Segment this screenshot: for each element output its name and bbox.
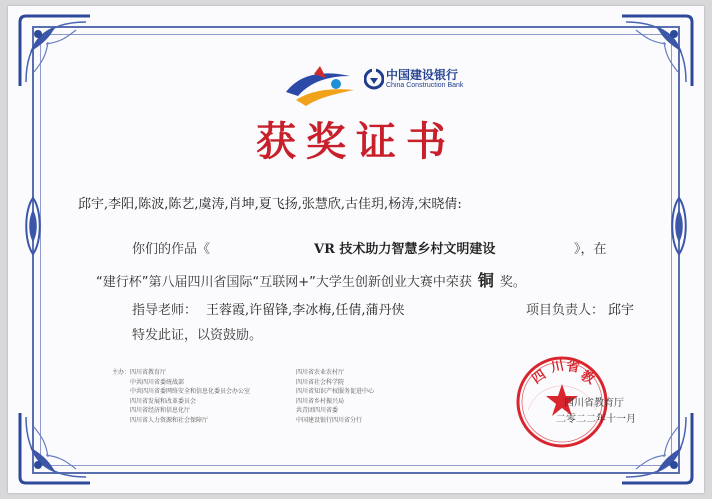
competition-logo-icon [276,62,360,110]
organizer-item: 中国建设银行四川省分行 [296,416,363,424]
leader-name: 邱宇 [608,303,635,318]
bank-name: 中国建设银行 [386,68,459,82]
ccb-logo-icon [364,68,384,90]
side-ornament-icon [22,196,44,256]
work-title: VR 技术助力智慧乡村文明建设 [314,242,496,257]
svg-text:教: 教 [578,368,597,388]
closing-text: 特发此证，以资鼓励。 [132,328,263,343]
corner-ornament-icon [618,12,696,90]
organizer-item: 共青团四川省委 [296,407,339,415]
organizers-left [130,368,250,426]
recipient-names: 邱宇,李阳,陈波,陈艺,虞涛,肖坤,夏飞扬,张慧欣,古佳玥,杨涛,宋晓倩: [78,197,462,212]
organizer-item: 四川省知识产权服务促进中心 [296,388,375,396]
svg-text:四: 四 [529,367,549,388]
competition-text: “建行杯”第八届四川省国际“互联网+”大学生创新创业大赛中荣获 [96,275,472,290]
organizers-right [296,368,374,426]
work-prefix: 你们的作品《 [132,242,211,257]
organizer-item: 四川省乡村振兴局 [296,397,345,405]
issue-date: 二零二二年十一月 [556,414,636,425]
organizer-item: 四川省发展和改革委员会 [130,397,197,405]
organizer-item: 中共四川省委网络安全和信息化委员会办公室 [130,388,251,396]
bank-name-english: China Construction Bank [386,82,464,89]
organizer-item: 四川省人力资源和社会保障厅 [130,416,209,424]
organizer-item: 四川省经济和信息化厅 [130,407,191,415]
leader-label: 项目负责人： [526,303,605,318]
corner-ornament-icon [16,12,94,90]
organizer-item: 中共四川省委统战部 [130,378,185,386]
certificate-title: 获奖证书 [256,118,456,165]
side-ornament-icon [668,196,690,256]
organizer-item: 四川省教育厅 [130,369,167,376]
organizer-item: 四川省社会科学院 [296,378,345,386]
organizers-label: 主办： [112,369,131,376]
advisor-label: 指导老师： [132,303,198,318]
work-suffix: 》，在 [574,242,607,257]
certificate-page [8,6,704,493]
advisor-names: 王蓉霞,许留锋,李冰梅,任倩,蒲丹侠 [206,303,405,318]
organizer-item: 四川省农业农村厅 [296,369,345,376]
issuer-name: 四川省教育厅 [564,398,624,409]
svg-text:川: 川 [549,358,566,376]
svg-text:省: 省 [565,359,581,376]
award-level: 铜 [477,271,494,290]
award-suffix: 奖。 [499,275,526,290]
corner-ornament-icon [16,409,94,487]
competition-line [96,268,526,291]
